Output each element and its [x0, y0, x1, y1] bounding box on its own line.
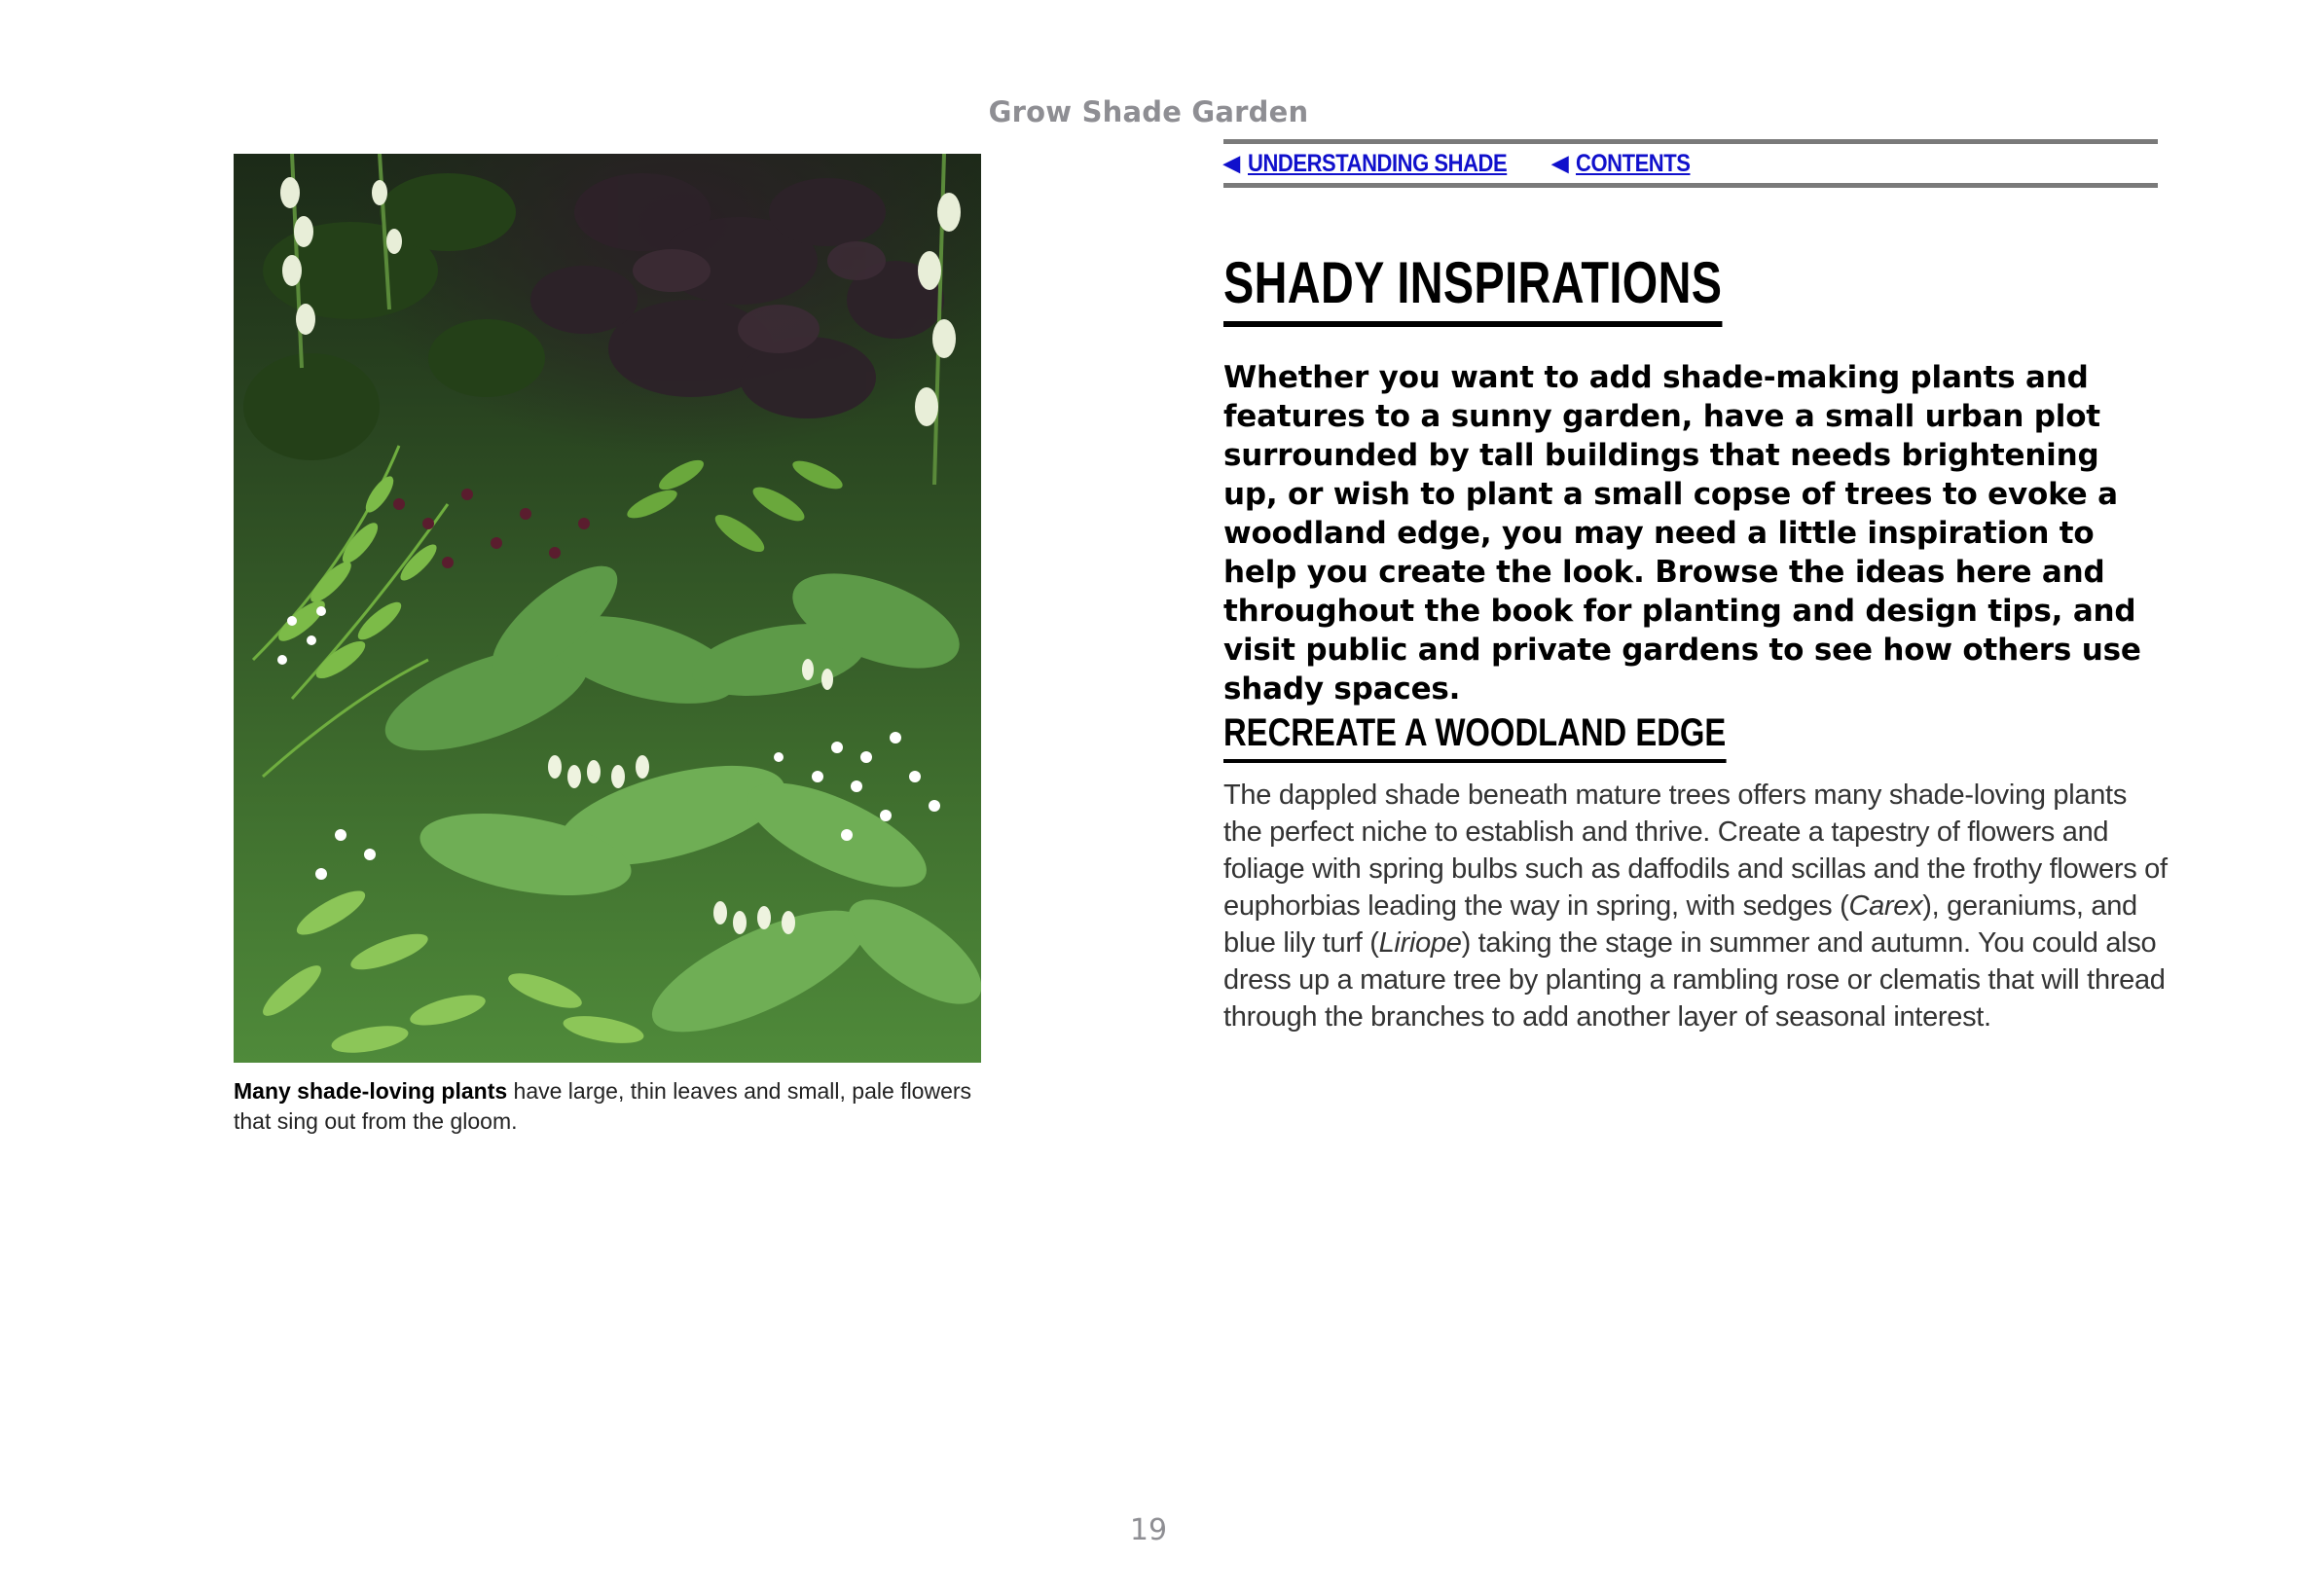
nav-link-label: CONTENTS [1576, 149, 1691, 177]
caption-bold: Many shade-loving plants [234, 1078, 508, 1104]
page-number: 19 [1129, 1513, 1168, 1547]
body-text-part: ), geraniums, and blue lily turf ( [1223, 890, 2137, 959]
nav-link-understanding-shade[interactable] [1223, 150, 1542, 178]
nav-link-contents[interactable] [1551, 150, 1705, 178]
nav-link-label: UNDERSTANDING SHADE [1247, 149, 1508, 177]
photo-caption [234, 1076, 973, 1137]
body-text-part: ) taking the stage in summer and autumn. You could also dress up a mature tree by planting a rambling rose or clematis that will thread through the branches to add another layer of seasonal interest. [1223, 927, 2166, 1033]
body-italic-liriope: Liriope [1378, 927, 1462, 959]
garden-photo [234, 154, 981, 1063]
back-arrow-icon: ◀ [1551, 151, 1569, 175]
body-paragraph [1223, 777, 2168, 1035]
garden-photo-illustration [234, 154, 981, 1063]
caption-text: have large, thin leaves and small, pale flowers that sing out from the gloom. [234, 1078, 972, 1134]
chapter-nav [1223, 139, 2158, 188]
back-arrow-icon: ◀ [1223, 151, 1240, 175]
intro-paragraph: Whether you want to add shade-making plants and features to a sunny garden, have a small urban plot surrounded by tall buildings that needs brightening up, or wish to plant a small copse of trees to evoke a woodland edge, you may need a little inspiration to help you create the look. Browse the ideas here and throughout the book for planting and design tips, and visit public and private gardens to see how others use shady spaces. [1223, 360, 2141, 707]
body-italic-carex: Carex [1848, 890, 1923, 922]
book-title: Grow Shade Garden [988, 95, 1309, 128]
body-text-part: The dappled shade beneath mature trees offers many shade-loving plants the perfect niche to establish and thrive. Create a tapestry of flowers and foliage with spring bulbs such as daffodils and scillas and the frothy flowers of euphorbias leading the way in spring, with sedges ( [1223, 780, 2168, 922]
subheading: RECREATE A WOODLAND EDGE [1223, 708, 1726, 763]
section-title: SHADY INSPIRATIONS [1223, 249, 1722, 327]
